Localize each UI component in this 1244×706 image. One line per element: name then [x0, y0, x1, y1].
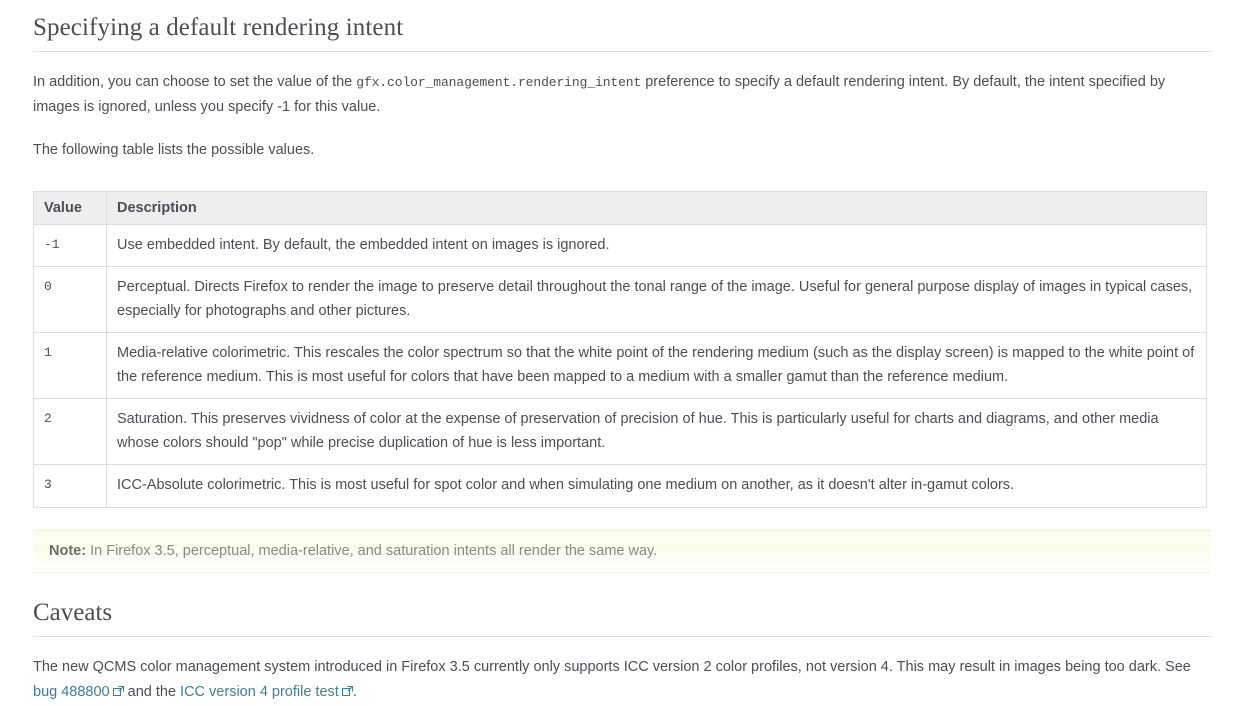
rendering-intent-values-table — [33, 191, 1207, 508]
note-label: Note: — [49, 542, 87, 559]
table-row — [34, 267, 1207, 333]
column-header-value: Value — [34, 191, 107, 224]
external-link-icon — [342, 681, 353, 692]
pref-name-code: gfx.color_management.rendering_intent — [356, 75, 642, 90]
column-header-description: Description — [107, 191, 1207, 224]
table-row — [34, 224, 1207, 266]
article-content — [0, 14, 1244, 705]
cell-value: 1 — [34, 333, 107, 399]
page-title: Specifying a default rendering intent — [33, 14, 1211, 52]
cell-description: Media-relative colorimetric. This rescales the color spectrum so that the white point of the rendering medium (such as the display screen) is mapped to the white point of the reference medium. This is most useful for colors that have been mapped to a medium with a smaller gamut than the reference medium. — [107, 333, 1207, 399]
cell-value: 0 — [34, 267, 107, 333]
bug-link-label: bug 488800 — [33, 683, 110, 700]
caveats-text-before: The new QCMS color management system introduced in Firefox 3.5 currently only supports ICC version 2 color profiles, not version 4. This may result in images being too dark. See — [33, 658, 1191, 675]
table-intro-paragraph: The following table lists the possible values. — [33, 141, 315, 158]
cell-description: Perceptual. Directs Firefox to render the image to preserve detail throughout the tonal range of the image. Useful for general purpose display of images in typical cases, especially for photographs and other pictures. — [107, 267, 1207, 333]
table-head — [34, 191, 1207, 224]
bug-link[interactable] — [33, 684, 124, 700]
note-callout — [33, 530, 1211, 573]
table-row — [34, 465, 1207, 507]
caveats-heading: Caveats — [33, 599, 1211, 637]
table-row — [34, 399, 1207, 465]
cell-description: ICC-Absolute colorimetric. This is most useful for spot color and when simulating one medium on another, as it doesn't alter in-gamut colors. — [107, 465, 1207, 507]
cell-value: 3 — [34, 465, 107, 507]
caveats-paragraph — [33, 655, 1211, 705]
intro-text-before: In addition, you can choose to set the value of the — [33, 74, 357, 90]
intro-paragraph — [33, 70, 1211, 120]
table-header-row — [34, 191, 1207, 224]
icc-profile-test-link[interactable] — [180, 684, 353, 700]
intro-text-after: preference to specify a default rendering intent. By default, the intent specified by images is ignored, unless you specify -1 for this value. — [33, 74, 1166, 115]
values-table-container — [33, 191, 1211, 508]
table-body — [34, 224, 1207, 507]
caveats-text-middle: and the — [123, 683, 181, 700]
cell-description: Saturation. This preserves vividness of color at the expense of preservation of precision of hue. This is particularly useful for charts and diagrams, and other media whose colors should "pop" while precise duplication of hue is less important. — [107, 399, 1207, 465]
table-row — [34, 333, 1207, 399]
cell-value: -1 — [34, 224, 107, 266]
external-link-icon — [113, 681, 124, 692]
cell-description: Use embedded intent. By default, the embedded intent on images is ignored. — [107, 224, 1207, 266]
caveats-text-after: . — [352, 683, 357, 700]
icc-link-label: ICC version 4 profile test — [180, 683, 339, 700]
cell-value: 2 — [34, 399, 107, 465]
note-text: In Firefox 3.5, perceptual, media-relative, and saturation intents all render the same way. — [90, 542, 658, 559]
